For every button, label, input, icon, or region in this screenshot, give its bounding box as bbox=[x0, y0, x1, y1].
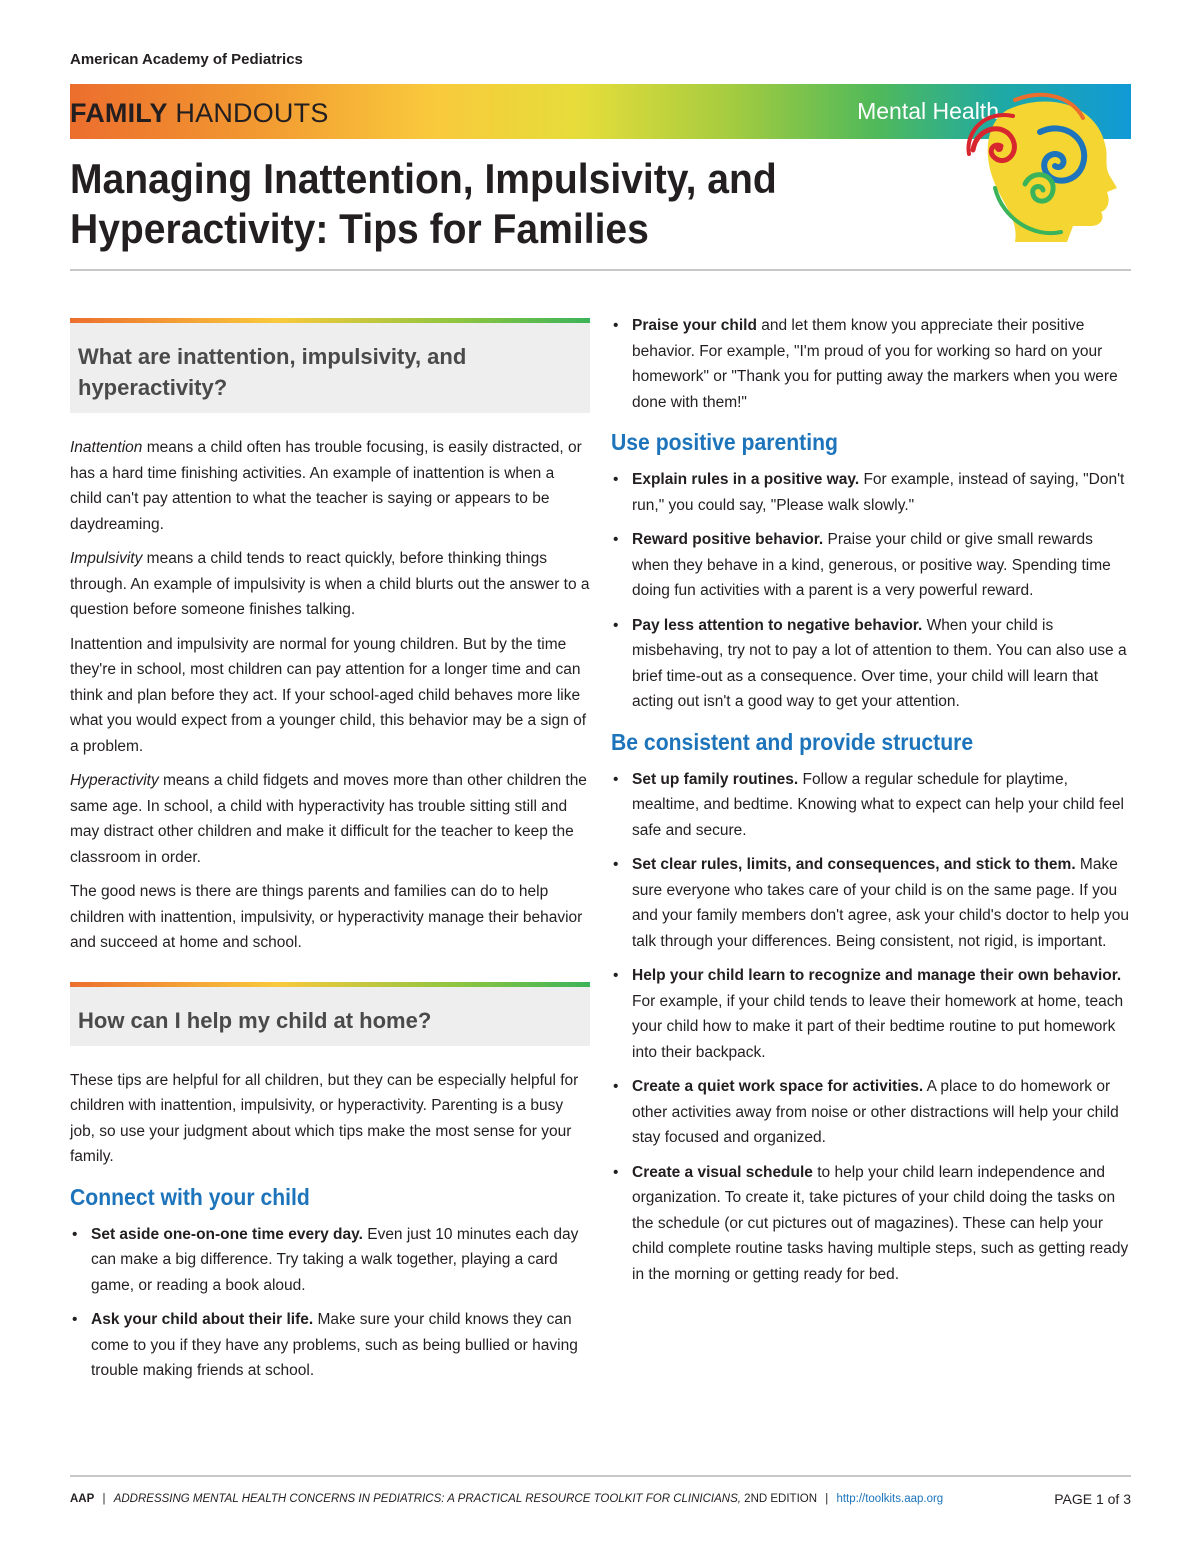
tip-title: Set up family routines. bbox=[632, 770, 799, 788]
org-name: American Academy of Pediatrics bbox=[70, 51, 303, 68]
bullet: • bbox=[613, 770, 619, 788]
connect-list bbox=[70, 1222, 590, 1384]
bullet: • bbox=[72, 1311, 78, 1328]
footer bbox=[70, 1493, 1131, 1505]
list-item bbox=[611, 767, 1131, 844]
impulsivity-paragraph bbox=[70, 546, 590, 623]
list-item bbox=[70, 1307, 590, 1384]
list-item bbox=[611, 527, 1131, 604]
tip-title: Set aside one-on-one time every day. bbox=[91, 1225, 363, 1243]
section-heading-box-2 bbox=[70, 982, 590, 1046]
bullet: • bbox=[613, 1163, 619, 1181]
tip-title: Create a visual schedule bbox=[632, 1163, 813, 1181]
tip-title: Praise your child bbox=[632, 317, 757, 334]
mental-health-head-icon bbox=[955, 92, 1125, 242]
tip-text: Even just 10 minutes each day can make a big difference. Try taking a walk together, playing a card game, or reading a book aloud. bbox=[91, 1225, 579, 1294]
connect-list-continued bbox=[611, 313, 1131, 415]
tip-text: Follow a regular schedule for playtime, mealtime, and bedtime. Knowing what to expect can help your child feel safe and secure. bbox=[632, 770, 1124, 839]
list-item bbox=[70, 1222, 590, 1299]
list-item bbox=[611, 852, 1131, 954]
footer-aap: AAP bbox=[70, 1493, 95, 1505]
page-number: PAGE 1 of 3 bbox=[1054, 1491, 1131, 1507]
footer-separator: | bbox=[825, 1493, 829, 1505]
list-item bbox=[611, 313, 1131, 415]
tip-text: to help your child learn independence and organization. To create it, take pictures of your child doing the tasks on the schedule (or cut pictures out of magazines). These can help your child complete routine tasks having multiple steps, such as getting ready in the morning or getting ready for bed. bbox=[632, 1163, 1129, 1283]
consistent-list bbox=[611, 767, 1131, 1288]
bullet: • bbox=[613, 1078, 619, 1095]
banner-label-light: HANDOUTS bbox=[175, 98, 329, 128]
subheading-connect: Connect with your child bbox=[70, 1183, 310, 1210]
tip-title: Pay less attention to negative behavior. bbox=[632, 616, 923, 634]
subheading-positive-parenting: Use positive parenting bbox=[611, 429, 838, 455]
left-column bbox=[70, 318, 590, 1393]
normal-for-young-paragraph: Inattention and impulsivity are normal for young children. But by the time they're in school, most children can pay attention for a longer time and can think and plan before they act. If your school-aged child behaves more like what you would expect from a younger child, this behavior may be a sign of a problem. bbox=[70, 635, 587, 755]
hyperactivity-paragraph bbox=[70, 768, 590, 870]
list-item bbox=[611, 1074, 1131, 1151]
footer-divider bbox=[70, 1475, 1131, 1477]
inattention-paragraph bbox=[70, 435, 590, 537]
footer-separator: | bbox=[102, 1493, 106, 1505]
bullet: • bbox=[613, 531, 619, 548]
footer-link[interactable]: http://toolkits.aap.org bbox=[836, 1493, 944, 1505]
impulsivity-text: means a child tends to react quickly, before thinking things through. An example of impulsivity is when a child blurts out the answer to a question before someone finishes talking. bbox=[70, 550, 590, 618]
footer-publication: ADDRESSING MENTAL HEALTH CONCERNS IN PEDIATRICS: A PRACTICAL RESOURCE TOOLKIT FOR CLINICIANS, bbox=[113, 1493, 741, 1505]
inattention-term: Inattention bbox=[70, 439, 143, 456]
tip-text: Praise your child or give small rewards when they behave in a kind, generous, or positive way. Spending time doing fun activities with a parent is a very powerful reward. bbox=[632, 531, 1111, 599]
page-title bbox=[70, 154, 870, 254]
good-news-paragraph: The good news is there are things parents and families can do to help children with inattention, impulsivity, or hyperactivity manage their behavior and succeed at home and school. bbox=[70, 883, 583, 951]
right-column bbox=[611, 313, 1131, 1296]
list-item bbox=[611, 613, 1131, 715]
bullet: • bbox=[613, 317, 619, 334]
bullet: • bbox=[613, 471, 619, 488]
banner-label-bold: FAMILY bbox=[70, 98, 168, 128]
subheading-be-consistent: Be consistent and provide structure bbox=[611, 728, 974, 755]
bullet: • bbox=[613, 856, 619, 873]
tip-text: Make sure your child knows they can come to you if they have any problems, such as being bullied or having trouble making friends at school. bbox=[91, 1311, 578, 1379]
bullet: • bbox=[613, 967, 619, 984]
header-divider bbox=[70, 269, 1131, 271]
tip-title: Reward positive behavior. bbox=[632, 531, 824, 548]
tip-text: For example, if your child tends to leave their homework at home, teach your child how to make it part of their bedtime routine to put homework into their backpack. bbox=[632, 992, 1124, 1061]
list-item bbox=[611, 963, 1131, 1065]
footer-edition: 2ND EDITION bbox=[740, 1493, 818, 1505]
section-heading-box-1 bbox=[70, 318, 590, 413]
tip-title: Help your child learn to recognize and manage their own behavior. bbox=[632, 967, 1122, 984]
inattention-text: means a child often has trouble focusing, is easily distracted, or has a hard time finishing activities. An example of inattention is when a child can't pay attention to what the teacher is saying or appears to be daydreaming. bbox=[70, 439, 582, 533]
topic-label: Mental Health bbox=[857, 98, 999, 124]
hyperactivity-text: means a child fidgets and moves more than other children the same age. In school, a child with hyperactivity has trouble sitting still and may distract other children and make it difficult for the teacher to keep the classroom in order. bbox=[70, 772, 587, 866]
list-item bbox=[611, 467, 1131, 518]
tip-title: Ask your child about their life. bbox=[91, 1311, 314, 1328]
positive-list bbox=[611, 467, 1131, 715]
tip-text: A place to do homework or other activities away from noise or other distractions will help your child stay focused and organized. bbox=[632, 1078, 1119, 1146]
tip-text: and let them know you appreciate their positive behavior. For example, "I'm proud of you for working so hard on your homework" or "Thank you for putting away the markers when you were done with them!" bbox=[632, 317, 1118, 411]
bullet: • bbox=[613, 616, 619, 634]
list-item bbox=[611, 1160, 1131, 1288]
section-heading-how-can-i-help: How can I help my child at home? bbox=[78, 1007, 432, 1033]
tip-title: Create a quiet work space for activities. bbox=[632, 1078, 924, 1095]
bullet: • bbox=[72, 1225, 78, 1243]
section-heading-what-are: What are inattention, impulsivity, and hyperactivity? bbox=[78, 344, 467, 400]
impulsivity-term: Impulsivity bbox=[70, 550, 143, 567]
tips-intro-paragraph: These tips are helpful for all children, but they can be especially helpful for children with inattention, impulsivity, or hyperactivity. Parenting is a busy job, so use your judgment about which tips make the most sense for your family. bbox=[70, 1071, 579, 1165]
tip-text: Make sure everyone who takes care of your child is on the same page. If you and your family members don't agree, ask your child's doctor to help you talk through your differences. Being consistent, not rigid, is important. bbox=[632, 856, 1129, 950]
hyperactivity-term: Hyperactivity bbox=[70, 772, 159, 789]
page-title-line-2: Hyperactivity: Tips for Families bbox=[70, 205, 649, 252]
page-title-line-1: Managing Inattention, Impulsivity, and bbox=[70, 155, 777, 202]
tip-title: Explain rules in a positive way. bbox=[632, 471, 860, 488]
tip-title: Set clear rules, limits, and consequences, and stick to them. bbox=[632, 856, 1076, 873]
tip-text: When your child is misbehaving, try not to pay a lot of attention to them. You can also use a brief time-out as a consequence. Over time, your child will learn that acting out isn't a good way to get your attention. bbox=[632, 616, 1127, 710]
tip-text: For example, instead of saying, "Don't run," you could say, "Please walk slowly." bbox=[632, 471, 1125, 514]
banner-label bbox=[70, 98, 329, 129]
